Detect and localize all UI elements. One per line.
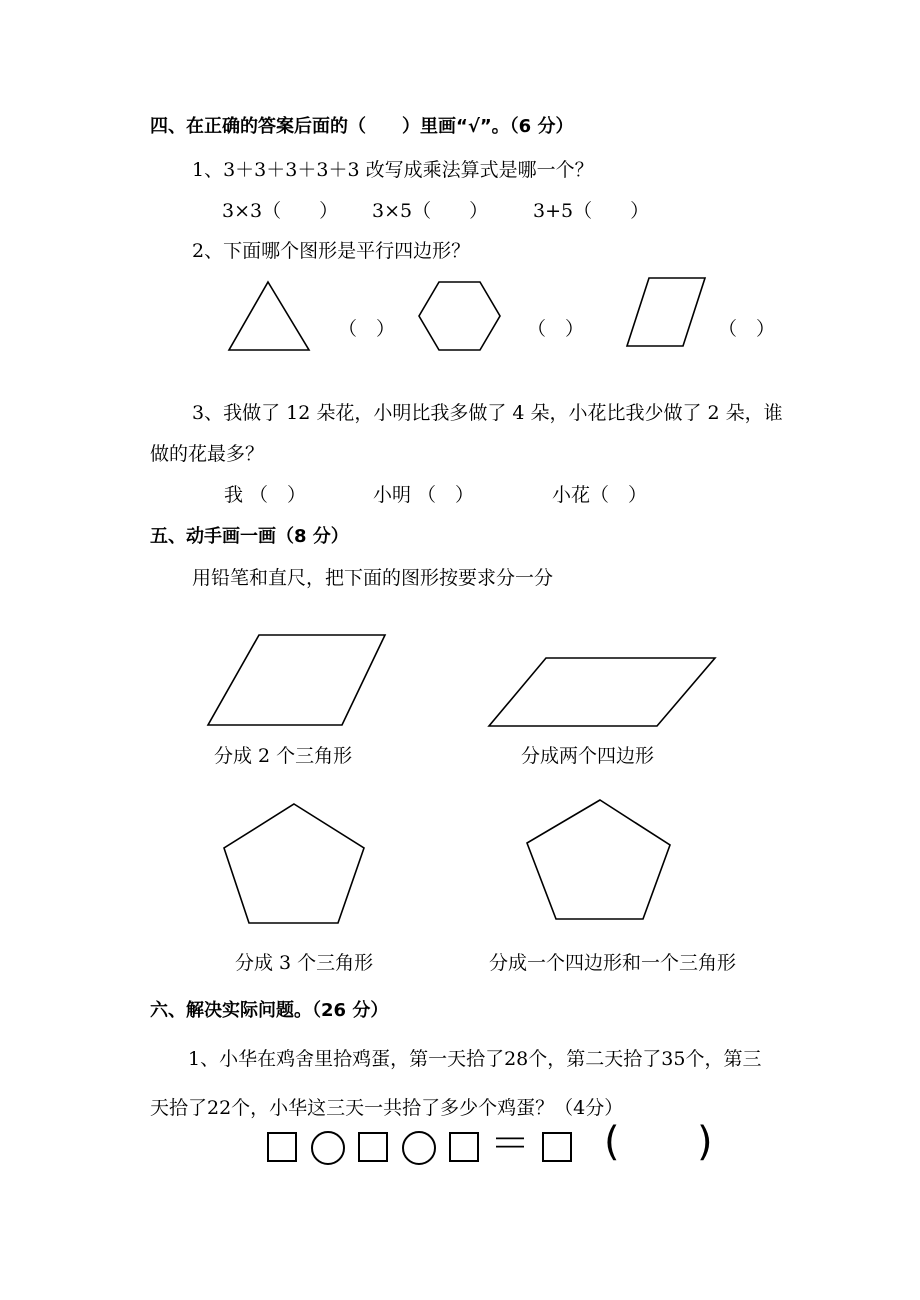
question-4-1-option-c: 3+5（ ） (533, 200, 650, 222)
answer-box-2[interactable] (358, 1132, 388, 1162)
pentagon-left-shape (222, 802, 368, 926)
answer-box-result[interactable] (542, 1132, 572, 1162)
parallelogram-left-shape (206, 633, 388, 729)
question-4-2-blank-triangle: （ ） (338, 318, 396, 340)
question-4-2-blank-hexagon: （ ） (527, 318, 585, 340)
question-4-3-option-xiaoming: 小明 （ ） (373, 484, 475, 506)
section-5-instruction: 用铅笔和直尺，把下面的图形按要求分一分 (192, 567, 554, 589)
section-5-heading: 五、动手画一画（8 分） (150, 526, 349, 547)
caption-three-triangles: 分成 3 个三角形 (235, 952, 374, 974)
operator-circle-2[interactable] (402, 1131, 436, 1165)
parallelogram-right-shape (487, 656, 718, 730)
question-4-1-option-a: 3×3（ ） (222, 200, 339, 222)
equals-sign: ＝ (490, 1121, 530, 1167)
caption-two-triangles: 分成 2 个三角形 (214, 745, 353, 767)
unit-paren-close: ) (697, 1119, 713, 1165)
section-6-heading: 六、解决实际问题。（26 分） (150, 1000, 389, 1021)
question-4-2-text: 2、下面哪个图形是平行四边形？ (192, 240, 471, 262)
caption-quadrilateral-and-triangle: 分成一个四边形和一个三角形 (489, 952, 737, 974)
question-4-2-blank-parallelogram: （ ） (718, 318, 776, 340)
question-4-3-line-2: 做的花最多？ (150, 443, 265, 465)
question-4-1-text: 1、3＋3＋3＋3＋3 改写成乘法算式是哪一个？ (192, 159, 594, 181)
parallelogram-shape (624, 276, 708, 350)
caption-two-quadrilaterals: 分成两个四边形 (521, 745, 655, 767)
answer-box-1[interactable] (267, 1132, 297, 1162)
triangle-shape (226, 280, 312, 354)
unit-paren-open: ( (604, 1119, 620, 1165)
operator-circle-1[interactable] (311, 1131, 345, 1165)
section-4-heading: 四、在正确的答案后面的（ ）里画“√”。（6 分） (150, 116, 574, 137)
question-6-1-line-1: 1、小华在鸡舍里拾鸡蛋，第一天拾了28个，第二天拾了35个，第三 (188, 1048, 762, 1070)
question-4-3-line-1: 3、我做了 12 朵花，小明比我多做了 4 朵，小花比我少做了 2 朵，谁 (192, 402, 783, 424)
question-4-3-option-me: 我 （ ） (224, 484, 307, 506)
answer-box-3[interactable] (449, 1132, 479, 1162)
hexagon-shape (416, 280, 504, 354)
question-6-1-line-2: 天拾了22个，小华这三天一共拾了多少个鸡蛋？（4分） (150, 1097, 624, 1119)
question-4-3-option-xiaohua: 小花（ ） (552, 484, 648, 506)
question-4-1-option-b: 3×5（ ） (372, 200, 489, 222)
equation-template (262, 1119, 722, 1172)
pentagon-right-shape (525, 798, 673, 923)
